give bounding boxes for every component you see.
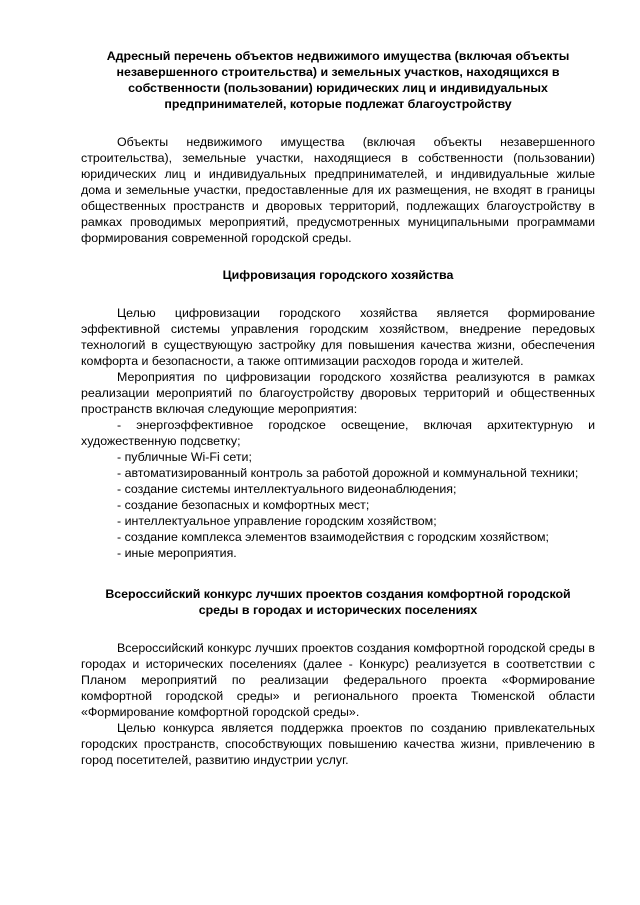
digitalization-measures-paragraph: Мероприятия по цифровизации городского хозяйства реализуются в рамках реализации мероприятий по благоустройству дворовых территорий и общественных пространств включая следующие мероприятия: [81,370,595,416]
section-heading-contest: Всероссийский конкурс лучших проектов создания комфортной городской среды в городах и исторических поселениях [105,587,571,617]
list-item: - автоматизированный контроль за работой дорожной и коммунальной техники; [117,466,579,480]
list-item: - создание безопасных и комфортных мест; [117,498,370,512]
document-title: Адресный перечень объектов недвижимого имущества (включая объекты незавершенного строительства) и земельных участков, находящихся в собственности (пользовании) юридических лиц и индивидуальных предпринимателей, которые подлежат благоустройству [106,49,570,111]
list-item: - иные мероприятия. [117,546,237,560]
list-item: - интеллектуальное управление городским хозяйством; [117,514,437,528]
document-page [81,48,595,768]
list-item: - создание системы интеллектуального видеонаблюдения; [117,482,457,496]
digitalization-measures-list [81,417,595,561]
digitalization-goal-paragraph: Целью цифровизации городского хозяйства является формирование эффективной системы управления городским хозяйством, внедрение передовых технологий в существующую застройку для повышения качества жизни, обеспечения комфорта и безопасности, а также оптимизации расходов города и жителей. [81,306,595,368]
section-heading-digitalization: Цифровизация городского хозяйства [222,268,454,282]
list-item: - энергоэффективное городское освещение, включая архитектурную и художественную подсветку; [81,418,595,448]
list-item: - создание комплекса элементов взаимодействия с городским хозяйством; [117,530,549,544]
intro-paragraph: Объекты недвижимого имущества (включая объекты незавершенного строительства), земельные участки, находящиеся в собственности (пользовании) юридических лиц и индивидуальных предпринимателей, и индивидуальные жилые дома и земельные участки, предоставленные для их размещения, не входят в границы общественных пространств и дворовых территорий, подлежащих благоустройству в рамках проводимых мероприятий, предусмотренных муниципальными программами формирования современной городской среды. [81,135,595,245]
contest-description-paragraph: Всероссийский конкурс лучших проектов создания комфортной городской среды в городах и исторических поселениях (далее - Конкурс) реализуется в соответствии с Планом мероприятий по реализации федерального проекта «Формирование комфортной городской среды» и регионального проекта Тюменской области «Формирование комфортной городской среды». [81,641,595,719]
list-item: - публичные Wi-Fi сети; [117,450,252,464]
contest-goal-paragraph: Целью конкурса является поддержка проектов по созданию привлекательных городских пространств, способствующих повышению качества жизни, привлечению в город посетителей, развитию индустрии услуг. [81,721,595,767]
